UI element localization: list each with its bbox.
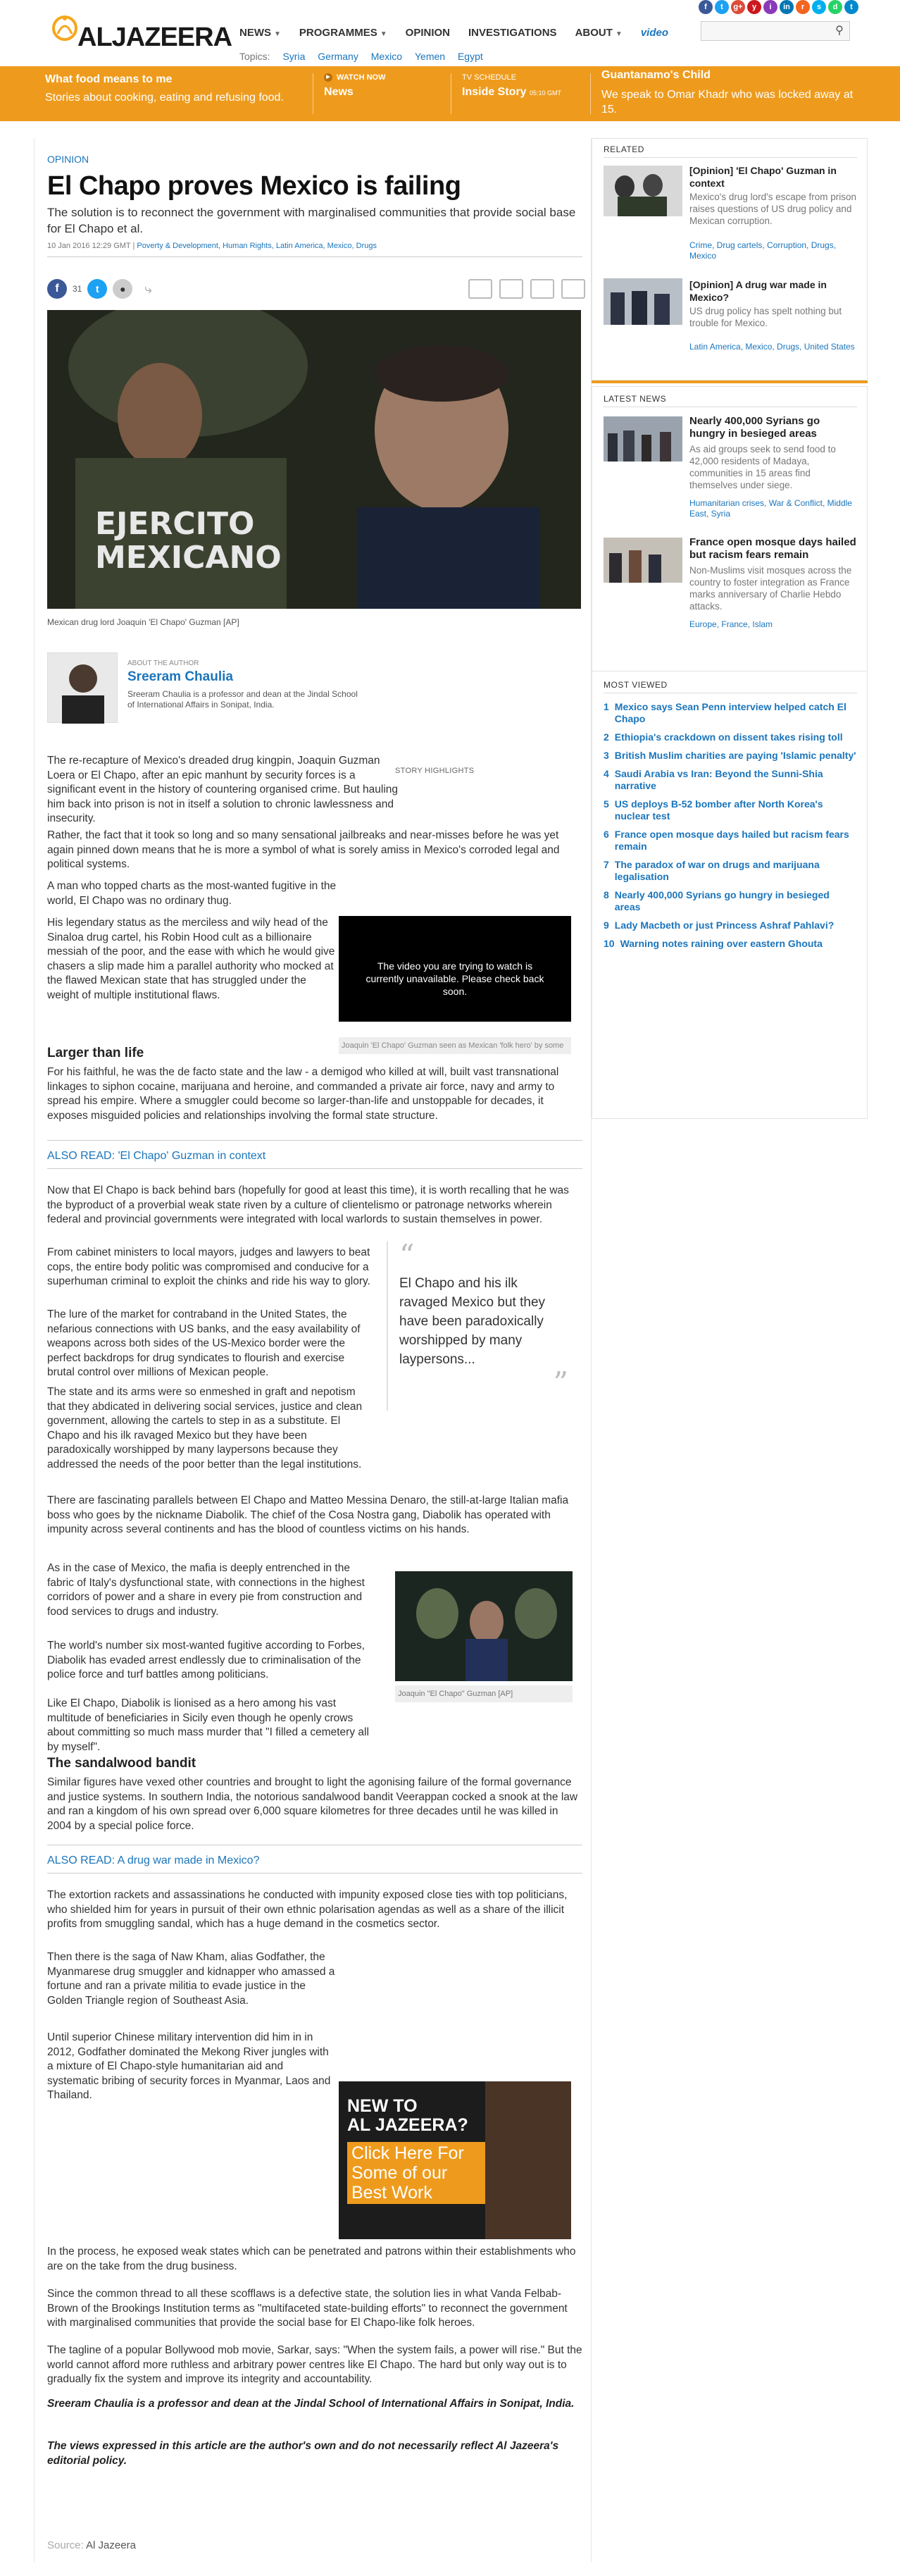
related-item-tags[interactable]: Latin America, Mexico, Drugs, United States xyxy=(689,342,855,352)
play-icon: ▶ xyxy=(324,73,332,82)
most-viewed-title: Nearly 400,000 Syrians go hungry in besieged areas xyxy=(614,889,830,912)
logo-text: ALJAZEERA xyxy=(77,23,232,52)
related-thumb[interactable] xyxy=(604,278,682,325)
youtube-icon[interactable]: y xyxy=(747,0,761,14)
rank-number: 8 xyxy=(604,889,609,900)
promo-guantanamo-sub: We speak to Omar Khadr who was locked away at 15. xyxy=(601,89,854,116)
paragraph: The state and its arms were so enmeshed in graft and nepotism that they abdicated in delivering social services, justice and clean government, allowing the cartels to step in as a substitute. El Chapo and his ilk ravaged Mexico but they have been paradoxically worshipped by many laypersons because they addressed the needs of the poor better than the legal institutions. xyxy=(47,1386,363,1470)
skype-icon[interactable]: s xyxy=(812,0,826,14)
chevron-down-icon: ▼ xyxy=(380,30,387,38)
most-viewed-list xyxy=(604,701,857,956)
promo-guantanamo-title: Guantanamo's Child xyxy=(601,69,711,81)
paragraph: Since the common thread to all these scofflaws is a defective state, the solution lies in what Vanda Felbab-Brown of the Brookings Institution terms as "multifaceted state-building efforts" to reconnect the government with marginalised communities that provide the social base for El Chapo-like folk heroes. xyxy=(47,2288,568,2329)
rank-number: 6 xyxy=(604,829,609,840)
paragraph: Similar figures have vexed other countries and brought to light the agonising failure of the formal governance and justice systems. In southern India, the notorious sandalwood bandit Veerappan cocked a snook at the law and ran a kingdom of his own spread over 6,000 square kilometres for three decades until he was killed in 2004 by a special police force. xyxy=(47,1776,578,1832)
paragraph: Rather, the fact that it took so long and so many sensational jailbreaks and near-misses before he was yet again pinned down means that he is more a symbol of what is sorely amiss in Mexico's corroded legal and political systems. xyxy=(47,829,560,870)
topic-link[interactable]: Yemen xyxy=(414,51,446,62)
tv-schedule-label: TV SCHEDULE xyxy=(462,73,517,82)
divider xyxy=(47,1140,582,1141)
accent-rule xyxy=(592,380,868,383)
rank-number: 1 xyxy=(604,701,609,712)
aljazeera-logo[interactable] xyxy=(51,13,232,52)
open-quote-icon: “ xyxy=(399,1238,415,1272)
paragraph: Like El Chapo, Diabolik is lionised as a hero among his vast multitude of beneficiaries in Sicily even though he openly crows about committing so much mass murder that "I filled a cemetery all by myself". xyxy=(47,1697,369,1753)
tv-schedule-time: 05:10 GMT xyxy=(530,89,562,97)
new-to-aljazeera-promo[interactable] xyxy=(339,2081,571,2239)
most-viewed-item[interactable] xyxy=(604,750,857,762)
nav-about[interactable] xyxy=(575,27,623,39)
print-icon[interactable] xyxy=(530,279,554,299)
latest-thumb-image xyxy=(604,538,682,583)
promo-feature[interactable] xyxy=(45,73,299,128)
topic-link[interactable]: Germany xyxy=(318,51,358,62)
nav-about-label: ABOUT xyxy=(575,27,613,39)
paragraph: Until superior Chinese military intervention did him in in 2012, Godfather dominated the Mekong River jungles with a mixture of El Chapo-style humanitarian aid and systematic bribing of security forces in Myanmar, Laos and Thailand. xyxy=(47,2031,331,2101)
meta-separator: | xyxy=(132,242,135,250)
latest-news-box xyxy=(592,386,868,676)
article-tags[interactable]: Poverty & Development, Human Rights, Latin America, Mexico, Drugs xyxy=(137,242,377,250)
most-viewed-title: British Muslim charities are paying 'Islamic penalty' xyxy=(614,750,856,761)
divider xyxy=(604,157,857,158)
inline-photo-illustration xyxy=(395,1571,573,1681)
paragraph: His legendary status as the merciless and wily head of the Sinaloa drug cartel, his Robin Hood cult as a billionaire messiah of the poor, and the ease with which he would give chasers a slip made him a parallel authority who mocked at the flawed Mexican state that has struggled under the weight of multiple institutional flaws. xyxy=(47,917,335,1001)
comments-icon[interactable] xyxy=(561,279,585,299)
promo-photo xyxy=(485,2081,571,2239)
twitter-share-icon[interactable]: t xyxy=(87,279,107,299)
rank-number: 9 xyxy=(604,919,609,931)
divider xyxy=(47,1168,582,1169)
most-viewed-item[interactable] xyxy=(604,859,857,883)
article-kicker[interactable]: OPINION xyxy=(47,154,89,165)
author-name[interactable]: Sreeram Chaulia xyxy=(127,669,233,684)
video-unavailable-message: The video you are trying to watch is currently unavailable. Please check back soon. xyxy=(365,960,544,997)
promo-cta-line: Some of our xyxy=(351,2163,448,2183)
most-viewed-item[interactable] xyxy=(604,798,857,822)
share-bar xyxy=(47,279,158,299)
topic-link[interactable]: Syria xyxy=(282,51,306,62)
paragraph: As in the case of Mexico, the mafia is deeply entrenched in the fabric of Italy's dysfunctional state, with connections in the highest corridors of power and a share in every pie from construction and food services to drugs and industry. xyxy=(47,1562,365,1618)
most-viewed-title: Ethiopia's crackdown on dissent takes rising toll xyxy=(614,731,843,743)
divider xyxy=(47,1873,582,1874)
listen-icon[interactable] xyxy=(468,279,492,299)
related-item-title[interactable]: [Opinion] 'El Chapo' Guzman in context xyxy=(689,165,837,189)
hero-image xyxy=(47,310,581,609)
most-viewed-title: The paradox of war on drugs and marijuana legalisation xyxy=(614,859,820,882)
promo-heading xyxy=(347,2097,468,2135)
latest-item-tags[interactable]: Humanitarian crises, War & Conflict, Middle East, Syria xyxy=(689,498,852,519)
inline-image[interactable] xyxy=(395,1571,573,1681)
tv-schedule-show-name: Inside Story xyxy=(462,86,527,98)
author-bio: Sreeram Chaulia is a professor and dean at the Jindal School of International Affairs in Sonipat, India. xyxy=(127,689,358,710)
related-box xyxy=(592,138,868,380)
telegram-icon[interactable]: t xyxy=(844,0,858,14)
nav-opinion-label: OPINION xyxy=(405,27,450,39)
article-date: 10 Jan 2016 12:29 GMT xyxy=(47,242,131,250)
related-thumb-image xyxy=(604,166,682,216)
article-tools xyxy=(468,279,585,299)
latest-news-heading: LATEST NEWS xyxy=(604,394,667,404)
related-heading: RELATED xyxy=(604,144,644,154)
watch-now-header xyxy=(324,73,444,82)
nav-investigations-label: INVESTIGATIONS xyxy=(468,27,557,39)
rss-icon[interactable]: r xyxy=(796,0,810,14)
reddit-share-icon[interactable]: ● xyxy=(113,279,132,299)
latest-thumb-image xyxy=(604,416,682,462)
social-icons xyxy=(699,0,858,14)
author-label: ABOUT THE AUTHOR xyxy=(127,660,199,667)
rank-number: 4 xyxy=(604,768,609,779)
facebook-share-count: 31 xyxy=(73,284,82,294)
most-viewed-title: Mexico says Sean Penn interview helped catch El Chapo xyxy=(614,701,846,724)
video-caption: Joaquin 'El Chapo' Guzman seen as Mexican 'folk hero' by some xyxy=(339,1037,571,1054)
promo-cta-line: Best Work xyxy=(351,2183,432,2203)
promo-heading-line: NEW TO xyxy=(347,2096,418,2116)
related-thumb[interactable] xyxy=(604,166,682,216)
pull-quote-text: El Chapo and his ilk ravaged Mexico but they have been paradoxically worshipped by many laypersons... xyxy=(399,1276,546,1367)
tv-schedule-show xyxy=(462,86,603,99)
inline-image-caption: Joaquin "El Chapo" Guzman [AP] xyxy=(395,1685,573,1702)
nav-news[interactable] xyxy=(239,27,281,39)
paragraph: Now that El Chapo is back behind bars (hopefully for good at least this time), it is worth recalling that he was the byproduct of a proverbial weak state riven by a culture of clientelismo or patronage networks wherein federal and provincial governments were integrated with local warlords to sustain themselves in power. xyxy=(47,1184,569,1225)
topic-link[interactable]: Egypt xyxy=(457,51,483,62)
hero-caption: Mexican drug lord Joaquin 'El Chapo' Guzman [AP] xyxy=(47,617,239,627)
also-read-link[interactable]: ALSO READ: 'El Chapo' Guzman in context xyxy=(47,1150,266,1162)
latest-item-title[interactable]: Nearly 400,000 Syrians go hungry in besieged areas xyxy=(689,415,820,440)
watch-now[interactable] xyxy=(324,73,444,128)
promo-feature-sub: Stories about cooking, eating and refusing food. xyxy=(45,92,284,104)
promo-cta-line: Click Here For xyxy=(351,2143,464,2163)
divider xyxy=(590,73,591,114)
author-photo xyxy=(48,653,118,724)
promo-guantanamo[interactable] xyxy=(601,69,862,124)
tv-schedule[interactable] xyxy=(462,73,603,128)
rank-number: 7 xyxy=(604,859,609,870)
source-label: Source: xyxy=(47,2539,84,2551)
nav-video[interactable]: video xyxy=(640,27,668,39)
paragraph: The extortion rackets and assassinations he conducted with impunity exposed close ties with top politicians, who shielded him for years in pursuit of their own ethnic polarisation agendas as well as a share of the illicit profits from smuggling sandal, which has a huge demand in the cosmetics sector. xyxy=(47,1889,568,1930)
promo-heading-line: AL JAZEERA? xyxy=(347,2115,468,2135)
topics-label: Topics: xyxy=(239,51,270,62)
search-icon[interactable]: ⚲ xyxy=(835,25,844,37)
most-viewed-item[interactable] xyxy=(604,701,857,725)
section-heading: The sandalwood bandit xyxy=(47,1756,196,1771)
paragraph: In the process, he exposed weak states which can be penetrated and patrons within their establishments who are on the take from the drug business. xyxy=(47,2246,576,2272)
nav-programmes-label: PROGRAMMES xyxy=(299,27,377,39)
hero-image-text xyxy=(95,507,282,575)
hero-text-line: EJERCITO xyxy=(95,506,255,542)
promo-cta[interactable] xyxy=(347,2142,485,2204)
instagram-icon[interactable]: i xyxy=(763,0,777,14)
most-viewed-title: France open mosque days hailed but racism fears remain xyxy=(614,829,849,852)
paragraph: The tagline of a popular Bollywood mob movie, Sarkar, says: "When the system fails, a power will rise." But the world cannot afford more ruthless and arbitrary power centres like El Chapo. The hard but only way out is to gradually fix the system and improve its integrity and accountability. xyxy=(47,2344,582,2385)
article-title: El Chapo proves Mexico is failing xyxy=(47,171,461,201)
related-item-desc: US drug policy has spelt nothing but trouble for Mexico. xyxy=(689,306,842,328)
most-viewed-item[interactable] xyxy=(604,889,857,913)
most-viewed-title: Lady Macbeth or just Princess Ashraf Pahlavi? xyxy=(614,919,835,931)
section-heading: Larger than life xyxy=(47,1046,144,1060)
latest-item-desc: As aid groups seek to send food to 42,000 residents of Madaya, communities in 15 areas find themselves under siege. xyxy=(689,444,836,490)
latest-item-desc: Non-Muslims visit mosques across the country to foster integration as France marks anniversary of Charlie Hebdo attacks. xyxy=(689,565,852,612)
video-player[interactable] xyxy=(339,916,571,1022)
paragraph: From cabinet ministers to local mayors, judges and lawyers to beat cops, the entire body politic was compromised and conducive for a superhuman criminal to exploit the chinks and ride his way to glory. xyxy=(47,1246,370,1287)
site-header xyxy=(0,0,900,66)
twitter-icon[interactable]: t xyxy=(715,0,729,14)
most-viewed-item[interactable] xyxy=(604,919,857,931)
nav-news-label: NEWS xyxy=(239,27,271,39)
author-bio-footer: Sreeram Chaulia is a professor and dean at the Jindal School of International Affairs in Sonipat, India. xyxy=(47,2398,575,2410)
story-highlights: STORY HIGHLIGHTS xyxy=(395,767,475,775)
divider xyxy=(47,256,582,257)
latest-thumb[interactable] xyxy=(604,416,682,462)
disclaimer: The views expressed in this article are the author's own and do not necessarily reflect Al Jazeera's editorial policy. xyxy=(47,2440,559,2467)
nav-investigations[interactable] xyxy=(468,27,557,39)
pull-quote xyxy=(387,1238,568,1411)
most-viewed-title: Warning notes raining over eastern Ghouta xyxy=(620,938,823,949)
paragraph: A man who topped charts as the most-wanted fugitive in the world, El Chapo was no ordinary thug. xyxy=(47,880,337,907)
watch-now-show: News xyxy=(324,86,354,98)
most-viewed-item[interactable] xyxy=(604,731,857,743)
topics-bar xyxy=(239,51,483,62)
rank-number: 10 xyxy=(604,938,615,949)
most-viewed-title: Saudi Arabia vs Iran: Beyond the Sunni-Shia narrative xyxy=(614,768,823,791)
most-viewed-item[interactable] xyxy=(604,768,857,792)
rank-number: 2 xyxy=(604,731,609,743)
chevron-down-icon: ▼ xyxy=(274,30,281,38)
facebook-icon[interactable]: f xyxy=(699,0,713,14)
paragraph: There are fascinating parallels between El Chapo and Matteo Messina Denaro, the still-at-large Italian mafia boss who goes by the nickname Diabolik. The chief of the Cosa Nostra gang, Diabolik has operated with impunity across several continents and has the blood of countless victims on his hands. xyxy=(47,1494,569,1535)
most-viewed-heading: MOST VIEWED xyxy=(604,680,668,690)
promo-bar xyxy=(0,66,900,121)
most-viewed-item[interactable] xyxy=(604,829,857,853)
latest-item-title[interactable]: France open mosque days hailed but racism fears remain xyxy=(689,536,856,561)
rank-number: 3 xyxy=(604,750,609,761)
related-thumb-image xyxy=(604,278,682,325)
googleplus-icon[interactable]: g+ xyxy=(731,0,745,14)
article-column xyxy=(34,138,592,2562)
promo-feature-title: What food means to me xyxy=(45,73,173,85)
paragraph: The lure of the market for contraband in the United States, the nefarious connections with US banks, and the easy availability of weapons across both sides of the US-Mexico border were the perfect backdrops for drug syndicates to flourish and exercise brutal control over millions of Mexican people. xyxy=(47,1308,361,1378)
whatsapp-icon[interactable]: d xyxy=(828,0,842,14)
paragraph: The re-recapture of Mexico's dreaded drug kingpin, Joaquin Guzman Loera or El Chapo, after an epic manhunt by security forces is a significant event in the history of countering organised crime. But hauling him back into prison is not in itself a solution to chronic lawlessness and insecurity. xyxy=(47,755,399,824)
facebook-share-icon[interactable]: f xyxy=(47,279,67,299)
related-item-desc: Mexico's drug lord's escape from prison raises questions of US drug policy and Mexican corruption. xyxy=(689,192,857,226)
watch-now-label: WATCH NOW xyxy=(337,73,386,82)
also-read-link[interactable]: ALSO READ: A drug war made in Mexico? xyxy=(47,1854,260,1866)
latest-item-tags[interactable]: Europe, France, Islam xyxy=(689,619,773,629)
related-item-title[interactable]: [Opinion] A drug war made in Mexico? xyxy=(689,279,827,303)
most-viewed-item[interactable] xyxy=(604,938,857,950)
chevron-down-icon: ▼ xyxy=(615,30,623,38)
paragraph: For his faithful, he was the de facto state and the law - a demigod who killed at will, built vast transnational linkages to siphon cocaine, marijuana and heroine, and commanded a private air force, navy and army to spread his empire. Where a smuggler could become so larger-than-life and unstoppable for decades, it exposes misguided policies and relationships involving the formal state structure. xyxy=(47,1066,559,1122)
close-quote-icon: ” xyxy=(553,1366,568,1400)
email-icon[interactable] xyxy=(499,279,523,299)
related-item-tags[interactable]: Crime, Drug cartels, Corruption, Drugs, Mexico xyxy=(689,240,837,261)
author-avatar[interactable] xyxy=(47,652,118,723)
article-standfirst: The solution is to reconnect the government with marginalised communities that provide social base for El Chapo et al. xyxy=(47,206,576,235)
paragraph: The world's number six most-wanted fugitive according to Forbes, Diabolik has evaded arrest endlessly due to criminalisation of the police force and turf battles among politicians. xyxy=(47,1640,365,1680)
hero-text-line: MEXICANO xyxy=(95,540,282,576)
most-viewed-title: US deploys B-52 bomber after North Korea's nuclear test xyxy=(614,798,823,822)
latest-thumb[interactable] xyxy=(604,538,682,583)
source xyxy=(47,2539,136,2551)
aljazeera-logo-icon xyxy=(51,13,79,48)
linkedin-icon[interactable]: in xyxy=(780,0,794,14)
rank-number: 5 xyxy=(604,798,609,810)
topic-link[interactable]: Mexico xyxy=(370,51,403,62)
search-input[interactable] xyxy=(701,21,850,41)
nav-programmes[interactable] xyxy=(299,27,387,39)
article-meta xyxy=(47,242,582,250)
paragraph: Then there is the saga of Naw Kham, alias Godfather, the Myanmarese drug smuggler and kidnapper who amassed a fortune and ran a private militia to evade justice in the Golden Triangle region of Southeast Asia. xyxy=(47,1951,335,2007)
main-navigation xyxy=(239,27,668,39)
nav-opinion[interactable] xyxy=(406,27,450,39)
most-viewed-box xyxy=(592,671,868,1119)
share-icon[interactable]: ⤷ xyxy=(144,282,152,296)
source-value: Al Jazeera xyxy=(86,2539,136,2551)
